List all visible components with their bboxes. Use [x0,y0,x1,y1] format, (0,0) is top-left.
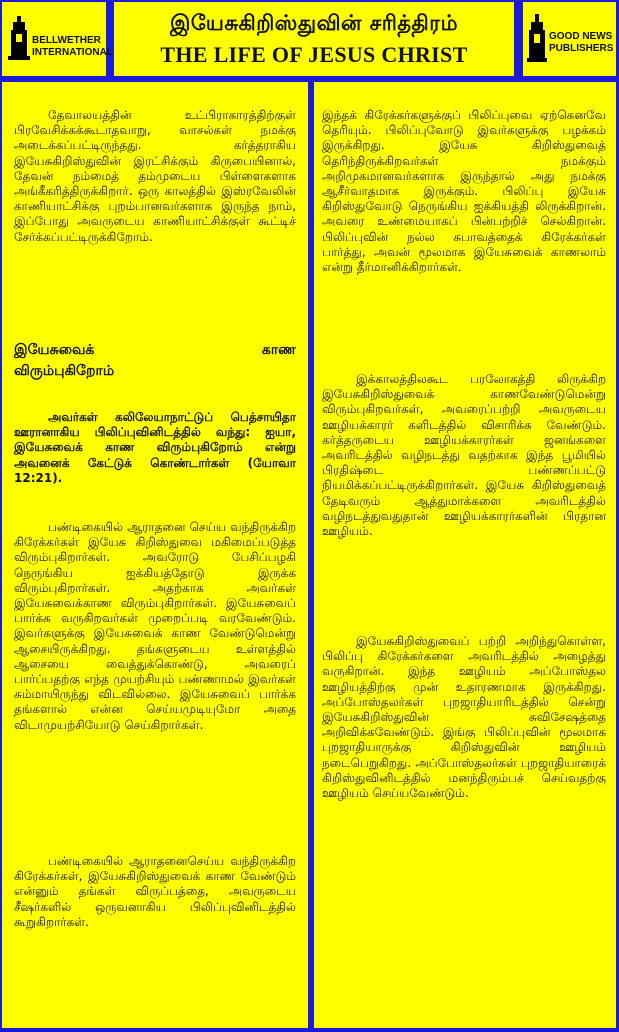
right-paragraph-1 [322,108,606,275]
good-news-brand-line1: GOOD NEWS [549,31,613,42]
bellwether-logo-box [2,2,113,76]
left-paragraph-1 [14,108,296,245]
left-paragraph-2-text: பண்டிகையில் ஆராதனை செய்ய வந்திருக்கிற கிரேக்கர்கள் இயேசு கிறிஸ்துவை மகிமைப்படுத்த விரும்புகிறார்கள். அவரோடு பேசிப்பழகி நெருங்கிய ஐக்கியத்தோடு இருக்க விரும்புகிறார்கள். அதற்காக அவர்கள் இயேசுவைக்காண விரும்புகிறார்கள். இயேசுவைப் பார்க்க வருகிறவர்கள் முறைப்படி வரவேண்டும். இவர்களுக்கு இயேசுவைக் காண வேண்டுமென்று ஆசையிருக்கிறது. தங்களுடைய உள்ளத்தில் ஆசையை வைத்துக்கொண்டு, அவரைப் பார்ப்பதற்கு எந்த முயற்சியும் பண்ணாமல் இவர்கள் சும்மாயிருந்து விடவில்லை. இயேசுவைப் பார்க்க தங்களால் என்ன செய்யமுடியுமோ அதை விடாமுயற்சியோடு செய்கிறார்கள். [14,520,296,732]
bell-tower-icon [8,16,30,60]
good-news-logo [527,14,613,62]
left-paragraph-1-text: தேவாலயத்தின் உட்பிராகாரத்திற்குள் பிரவேசிக்கக்கூடாதவாறு, வாசல்கள் நமக்கு அடைக்கப்பட்டிருந்தது. கர்த்தராகிய இயேசுகிறிஸ்துவின் இரட்சிக்கும் கிருபையினால், தேவன் நம்மைத் தம்முடைய பிள்ளைகளாக அங்கீகரித்திருக்கிறார். ஒரு காலத்தில் இஸ்ரவேலின் காணியாட்சிக்கு புறம்பானவர்களாக இருந்த நாம், இப்போது அவருடைய காணியாட்சிக்குள் கூட்டிச் சேர்க்கப்பட்டிருக்கிறோம். [14,108,296,244]
bellwether-brand-text [32,35,113,59]
title-english: THE LIFE OF JESUS CHRIST [160,42,468,67]
left-column [2,82,308,1028]
section-heading-line1: இயேசுவைக் காண [14,342,296,358]
right-paragraph-2-text: இக்காலத்திலகூட பரலோகத்தி லிருக்கிற இயேசுகிறிஸ்துவைக் காணவேண்டுமென்று விரும்புகிறவர்கள், அவரைப்பற்றி அவருடைய ஊழியக்காரர் களிடத்தில் விசாரிக்க வேண்டும். கர்த்தருடைய ஊழியக்காரர்கள் ஜனங்களை அவரிடத்தில் வழிநடத்து வதற்காக இந்த பூமியில் பிரதிஷ்டை பண்ணப்பட்டு நியமிக்கப்பட்டிருக்கிறார்கள். இயேசு கிறிஸ்துவைத் தேடிவரும் ஆத்துமாக்களை அவரிடத்தில் வழிநடத்துவதுதான் ஊழியக்காரர்களின் பிரதான ஊழியம். [322,372,606,539]
section-heading-line2: விரும்புகிறோம் [14,363,115,379]
bellwether-logo [8,16,113,60]
right-paragraph-2 [322,372,606,539]
title-box [114,2,514,76]
bellwether-brand-line1: BELLWETHER [32,35,101,46]
title-tamil: இயேசுகிறிஸ்துவின் சரித்திரம் [169,11,459,35]
bell-tower-icon [527,14,547,62]
right-column [314,82,616,1028]
good-news-brand-line2: PUBLISHERS [549,43,614,54]
bellwether-brand-line2: INTERNATIONAL [32,47,113,58]
good-news-logo-box [523,2,616,76]
left-paragraph-3 [14,854,296,930]
right-paragraph-3-text: இயேசுகிறிஸ்துவைப் பற்றி அறிந்துகொள்ள, பிலிப்பு கிரேக்கர்களை அவரிடத்தில் அழைத்து வருகிறான். இந்த ஊழியம் அப்போஸ்தல ஊழியத்திற்கு முன் உதாரணமாக இருக்கிறது. அப்போஸ்தலர்கள் புறஜாதியாரிடத்தில் சென்று இயேசுகிறிஸ்துவின் சுவிசேஷத்தை அறிவிக்கவேண்டும். இங்கு பிலிப்புவின் மூலமாக புறஜாதியாருக்கு கிறிஸ்துவின் ஊழியம் நடைபெறுகிறது. அப்போஸ்தலர்கள் புறஜாதியாரைக் கிறிஸ்துவினிடத்தில் மனந்திரும்பச் செய்வதற்கு ஊழியம் செய்யவேண்டும். [322,634,606,801]
good-news-brand-text [549,31,613,55]
right-paragraph-3 [322,634,606,801]
scripture-quote: அவர்கள் கலிலேயாநாட்டுப் பெத்சாயிதா ஊரானாகிய பிலிப்புவினிடத்தில் வந்து: ஐயா, இயேசுவைக் காண விரும்புகிறோம் என்று அவனைக் கேட்டுக் கொண்டார்கள் (யோவா 12:21). [14,410,296,485]
left-paragraph-3-text: பண்டிகையில் ஆராதனைசெய்ய வந்திருக்கிற கிரேக்கர்கள், இயேசுகிறிஸ்துவைக் காண வேண்டும் என்னும் தங்கள் விருப்பத்தை, அவருடைய சீஷர்களில் ஒருவனாகிய பிலிப்புவினிடத்தில் கூறுகிறார்கள். [14,854,296,929]
section-heading [14,340,296,382]
right-paragraph-1-text: இந்தக் கிரேக்கர்களுக்குப் பிலிப்புவை ஏற்கெனவே தெரியும். பிலிப்புவோடு இவர்களுக்கு பழக்கம் இருக்கிறது. இயேசு கிறிஸ்துவைத் தெரிந்திருக்கிறவர்கள் நமக்கும் அறிமுகமானவர்களாக இருந்தால் அது நமக்கு ஆசீர்வாதமாக இருக்கும். பிலிப்பு இயேசு கிறிஸ்துவோடு நெருங்கிய ஐக்கியத்தி லிருக்கிறான். அவரை உண்மையாகப் பின்பற்றிச் செல்கிறான். பிலிப்புவின் நல்ல சுபாவத்தைக் கிரேக்கர்கள் பார்த்து, அவன் மூலமாக இயேசுவைக் காணலாம் என்று தீர்மானிக்கிறார்கள். [322,108,606,275]
left-paragraph-2 [14,520,296,733]
